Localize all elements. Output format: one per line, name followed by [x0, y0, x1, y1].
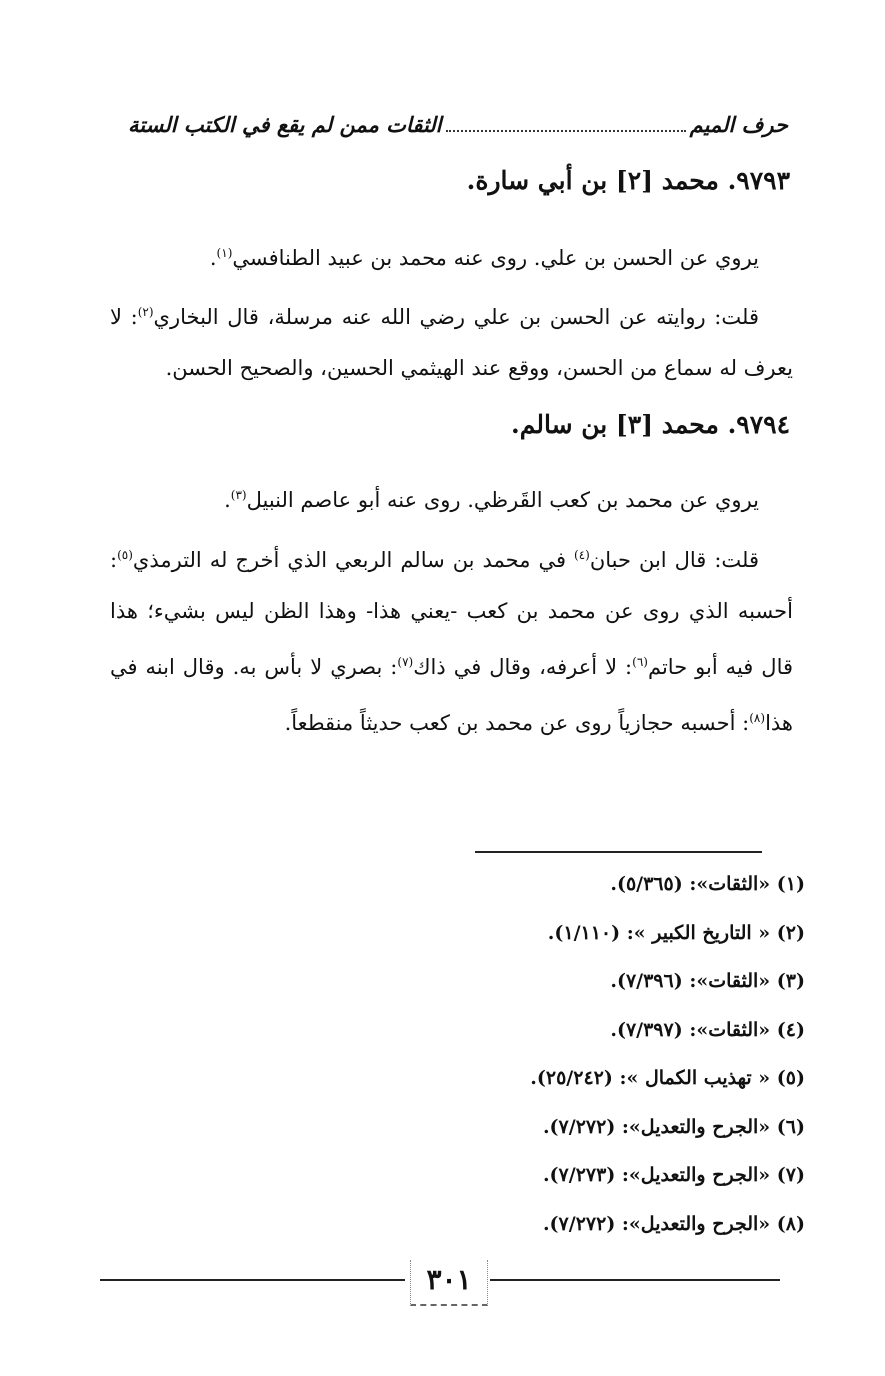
footnote-item: (٢) « التاريخ الكبير »: (١/١١٠).: [547, 921, 805, 944]
footnote-item: (٨) «الجرح والتعديل»: (٧/٢٧٢).: [542, 1212, 805, 1235]
footnote-ref: (٣): [230, 488, 247, 502]
entry-title: [511, 410, 790, 439]
footnote-item: (٥) « تهذيب الكمال »: (٢٥/٢٤٢).: [530, 1067, 805, 1089]
paragraph: [110, 287, 793, 394]
bottom-rule-right: [490, 1279, 780, 1281]
footnote-ref: (٢): [137, 305, 154, 319]
paragraph-text: قلت: روايته عن الحسن بن علي رضي الله عنه مرسلة، قال البخاري: [153, 305, 759, 329]
entry-title: [467, 166, 790, 195]
running-header: [128, 104, 788, 144]
footnote-item: (٦) «الجرح والتعديل»: (٧/٢٧٢).: [542, 1115, 805, 1138]
page-number: ٣٠١: [410, 1260, 488, 1306]
footnote-list: [405, 860, 805, 1248]
footnote-item: (١) «الثقات»: (٥/٣٦٥).: [610, 873, 805, 895]
paragraph-text: : أحسبه الذي روى عن محمد بن كعب -يعني هذا- وهذا الظن ليس بشيء؛ هذا قال فيه أبو حاتم: [110, 548, 794, 679]
paragraph-text: .: [224, 488, 231, 512]
paragraph-text: : أحسبه حجازياً روى عن محمد بن كعب حديثاً منقطعاً.: [284, 711, 750, 735]
footnote-item: (٤) «الثقات»: (٧/٣٩٧).: [610, 1018, 805, 1041]
entry-number: ٩٧٩٣.: [727, 166, 790, 195]
entry-name: محمد [٣] بن سالم.: [511, 410, 719, 439]
paragraph: [110, 228, 793, 284]
header-chapter: حرف الميم: [689, 111, 788, 137]
paragraph-text: : بصري لا بأس به. وقال ابنه في هذا: [110, 655, 793, 735]
entry-number: ٩٧٩٤.: [727, 410, 790, 439]
footnote-separator: [475, 851, 762, 853]
paragraph-text: يروي عن الحسن بن علي. روى عنه محمد بن عبيد الطنافسي: [232, 246, 759, 270]
footnote-ref: (٧): [397, 655, 414, 669]
footnote-ref: (٤): [574, 548, 590, 562]
header-dot-leader: [446, 116, 686, 132]
paragraph: [110, 530, 793, 749]
paragraph-text: : لا يعرف له سماع من الحسن، ووقع عند الهيثمي الحسين، والصحيح الحسن.: [110, 305, 793, 380]
paragraph-text: قلت: قال ابن حبان: [589, 548, 759, 572]
footnote-ref: (٥): [117, 548, 133, 562]
footnote-item: (٧) «الجرح والتعديل»: (٧/٢٧٣).: [542, 1164, 805, 1186]
paragraph: [110, 470, 793, 526]
footnote-ref: (٨): [749, 711, 766, 725]
paragraph-text: .: [209, 246, 217, 270]
footnote-item: (٣) «الثقات»: (٧/٣٩٦).: [610, 970, 805, 992]
paragraph-text: في محمد بن سالم الربعي الذي أخرج له الترمذي: [132, 548, 575, 572]
header-book-title: الثقات ممن لم يقع في الكتب الستة: [128, 111, 442, 137]
paragraph-text: : لا أعرفه، وقال في ذاك: [413, 655, 633, 679]
bottom-rule-left: [100, 1279, 405, 1281]
footnote-ref: (٦): [632, 655, 648, 669]
paragraph-text: يروي عن محمد بن كعب القَرظي. روى عنه أبو عاصم النبيل: [246, 488, 759, 512]
entry-name: محمد [٢] بن أبي سارة.: [466, 166, 719, 195]
footnote-ref: (١): [216, 246, 233, 260]
